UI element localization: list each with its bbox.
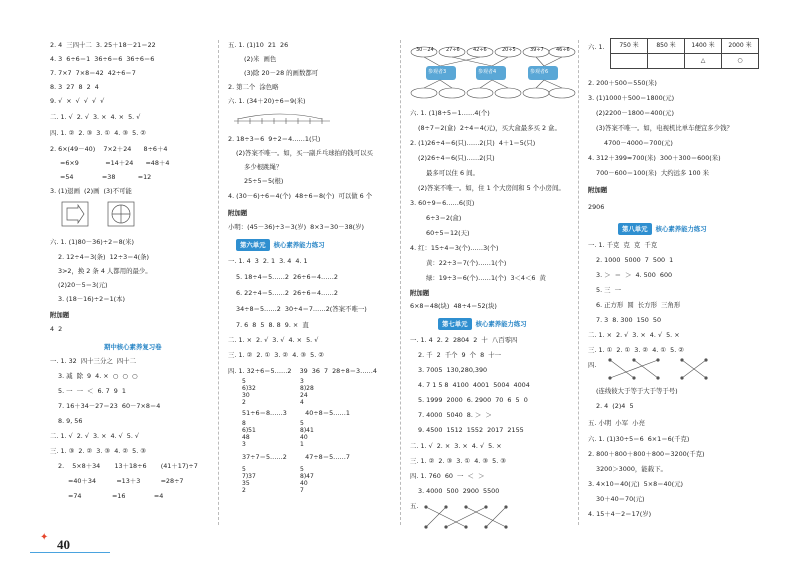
answer-line: 二. 1. √ 2. × 3. × 4. √ 5. × [410, 442, 502, 450]
section-heading: 附加题 [410, 289, 430, 297]
section-band [438, 318, 527, 330]
answer-line: 5. 1999 2000 6. 2900 70 6 5 0 [418, 396, 528, 404]
answer-line: 3. 减 除 9 4. × ○ ○ ○ [58, 372, 138, 380]
answer-line: (2)26÷4＝6(只)……2(只) [418, 154, 495, 162]
answer-line: 2906 [588, 203, 605, 211]
answer-line: (2)2200－1800＝400(元) [596, 109, 674, 117]
answer-line: 2. 5×8＋34 13＋18÷6 (41＋17)÷7 [58, 462, 198, 470]
answer-line: 2. (1)26÷4＝6(只)……2(只) 4＋1＝5(只) [410, 139, 536, 147]
section-heading: 附加题 [50, 311, 70, 319]
answer-line: 多少根跳绳？ [244, 163, 283, 171]
answer-line: 二. 1. √ 2. √ 3. × 4. √ 5. √ [50, 432, 139, 440]
answer-line: 3. (1)退画 (2)画 (3)不可能 [50, 187, 132, 195]
answer-line: 三. 1. ③ 2. ② 3. ③ 4. ② 5. ③ [50, 447, 146, 455]
answer-line: (2)米 画色 [244, 55, 277, 63]
long-division: 5 6)32 30 2 [242, 378, 256, 406]
answer-line: (2)答案不唯一。如，住 1 个大房间和 5 个小房间。 [418, 184, 565, 192]
answer-line: 7. 7×7 7×8＝42 42÷6＝7 [50, 69, 136, 77]
answer-line: 小明：(45－36)÷3＝3(岁) 8×3＝30－38(岁) [228, 223, 365, 231]
answer-line: 五. [410, 502, 419, 510]
page-number: 40 [57, 537, 70, 552]
answer-line: 700－600＝100(米) 大约远多 100 米 [596, 169, 710, 177]
long-division: 5 8)41 40 1 [300, 420, 314, 448]
table-cell: 850 米 [648, 39, 685, 54]
answer-line: 六. 1. (1)8÷5＝1……4(个) [410, 109, 490, 117]
answer-line: 六. 1. [588, 43, 605, 51]
answer-line: 4 2 [50, 325, 63, 333]
answer-line: 最多可以住 6 间。 [426, 169, 479, 177]
distance-table [610, 38, 759, 69]
answer-line: (8÷7＝2(盒) 2÷4＝4(元)，买大盒最多买 2 盒。 [418, 124, 561, 132]
answer-line: 三. 1. ② 2. ① 3. ② 4. ③ 5. ② [228, 351, 324, 359]
answer-line: 5. 三 一 [596, 286, 621, 294]
match-label: 46÷6 [556, 47, 570, 53]
answer-line: 5. 一 一 ＜ 6. 7 9 1 [58, 387, 126, 395]
answer-line: 2. 200＋500＝550(米) [588, 79, 657, 87]
answer-line: 2. 4 三四十二 3. 25＋18－21＝22 [50, 41, 156, 49]
answer-line: 7. 16＋34－27＝23 60－7×8＝4 [58, 402, 161, 410]
answer-line: 3200＞3000，能载下。 [596, 465, 667, 473]
answer-line: 2. 1000 5000 7 500 1 [596, 256, 674, 264]
answer-line: 五. 1. (1)10 21 26 [228, 41, 289, 49]
answer-line: 3>2，换 2 条 4 人都用的最少。 [58, 267, 152, 275]
answer-line: 25÷5＝5(根) [244, 177, 284, 185]
answer-line: 4. 红：15÷4＝3(个)……3(个) [410, 244, 499, 252]
answer-line: 3. (1)1000＋500＝1800(元) [588, 94, 675, 102]
answer-line: (3)除 20－28 的画数都可 [244, 69, 319, 77]
match-label: 30－24 [416, 47, 434, 53]
answer-line: 4. 7 1 5 8 4100 4001 5004 4004 [418, 381, 530, 389]
answer-line: 34÷8＝5……2 30÷4＝7……2(答案不唯一) [236, 305, 367, 313]
answer-line: =6×9 =14＋24 =48＋4 [60, 159, 170, 167]
unit-badge: 第七单元 [438, 318, 472, 330]
section-band-title: 核心素养能力练习 [475, 320, 527, 328]
plus-decoration-icon: ✦ [40, 532, 49, 543]
answer-line: 8. 3 27 8 2 4 [50, 83, 99, 91]
answer-line: 2. 6×(49－40) 7×2＋24 8÷6＋4 [50, 145, 168, 153]
section-band-title: 核心素养能力练习 [655, 225, 707, 233]
unit-badge: 第六单元 [236, 239, 270, 251]
answer-line: 2. 800＋800＋800＋800＝3200(千克) [588, 450, 705, 458]
table-cell: 1400 米 [685, 39, 722, 54]
answer-line: 三. 1. ② 2. ③ 3. ① 4. ③ 5. ③ [410, 457, 506, 465]
answer-line: 五. 小明 小军 小亮 [588, 419, 645, 427]
section-band-title: 核心素养能力练习 [273, 241, 325, 249]
table-cell [648, 54, 685, 69]
answer-line: (3)答案不唯一。如，电视机比单车便宜多少钱？ [596, 124, 733, 132]
answer-line: 一. 1. 32 四十三分之 四十二 [50, 357, 136, 365]
long-division: 5 8)47 40 7 [300, 466, 314, 494]
answer-line: =40＋34 =13＋3 =28÷7 [68, 477, 184, 485]
long-division: 3 8)28 24 4 [300, 378, 314, 406]
answer-line: 51÷6＝8……3 40÷8＝5……1 [242, 409, 350, 417]
answer-line: (2)答案不唯一。如，买一副乒乓球拍的钱可以买 [236, 149, 373, 157]
answer-line: =74 =16 =4 [68, 492, 164, 500]
table-cell: 2000 米 [722, 39, 759, 54]
match-label: 27÷6 [446, 47, 460, 53]
answer-line: 3. ＞ ＝ ＞ 4. 500 600 [596, 271, 673, 279]
column-divider [578, 40, 579, 525]
answer-line: 2. 12÷4＝3(条) 12÷3＝4(条) [58, 253, 149, 261]
answer-line: 一. 1. 4 3 2. 1 3. 4 4. 1 [228, 257, 308, 265]
section-heading: 附加题 [588, 186, 608, 194]
answer-line: 37÷7＝5……2 47÷8＝5……7 [242, 453, 350, 461]
answer-line: 2. 千 2 千个 9 个 8 十一 [418, 351, 502, 359]
answer-line: 一. 1. 千克 克 克 千克 [588, 241, 658, 249]
answer-line: 二. 1. √ 2. √ 3. × 4. × 5. √ [50, 113, 141, 121]
answer-line: 3. 7005 130,280,390 [418, 366, 488, 374]
section-heading: 附加题 [228, 209, 248, 217]
answer-line: 2. 第二个 涂色略 [228, 83, 279, 91]
answer-line: 7. 3 8. 300 150 50 [596, 316, 662, 324]
answer-line: 6×8＝48(块) 48÷4＝52(块) [410, 302, 497, 310]
visitor-label: 参观者3 [428, 69, 447, 75]
section-band [100, 341, 162, 353]
section-band-title: 期中核心素养复习卷 [104, 343, 162, 351]
unit-badge: 第八单元 [618, 223, 652, 235]
answer-line: 60÷5＝12(天) [426, 229, 470, 237]
answer-line: 9. √ × √ √ √ √ [50, 97, 105, 105]
answer-line: 4700－4000＝700(元) [604, 139, 673, 147]
answer-line: 一. 1. 4 2. 2 2804 2 十 八百零四 [410, 336, 518, 344]
answer-line: 30＋40＝70(元) [596, 495, 645, 503]
answer-line: 四. 1. ② 2. ③ 3. ① 4. ③ 5. ② [50, 129, 146, 137]
answer-line: 3. 60÷9＝6……6(页) [410, 199, 475, 207]
page-number-underline [30, 552, 110, 553]
answer-line: 9. 4500 1512 1552 2017 2155 [418, 426, 524, 434]
answer-line: 4. 15＋4－2＝17(岁) [588, 510, 652, 518]
answer-line: 3. 4000 500 2900 5500 [418, 487, 500, 495]
answer-line: 六. 1. (34＋20)÷6＝9(米) [228, 97, 306, 105]
answer-line: =54 =38 =12 [60, 173, 152, 181]
answer-line: 6÷3＝2(盒) [426, 214, 462, 222]
answer-line: 四. 1. 32÷6＝5……2 39 36 7 28÷8＝3……4 [228, 367, 377, 375]
answer-line: 绿：19÷3＝6(个)……1(个) 3＜4＜6 黄 [426, 274, 546, 282]
answer-line: 6. 正方形 圆 长方形 三角形 [596, 301, 681, 309]
answer-line: 六. 1. (1)80－36)÷2＝8(米) [50, 238, 135, 246]
number-line-diagram [234, 111, 334, 131]
table-cell: △ [685, 54, 722, 69]
symmetry-figures [62, 200, 142, 230]
table-cell: ○ [722, 54, 759, 69]
answer-line: 5. 18÷4＝5……2 26÷6＝4……2 [236, 273, 338, 281]
answer-line: 4. 3 6÷6＝1 36÷6＝6 36÷6＝6 [50, 55, 155, 63]
column-divider [400, 40, 401, 525]
long-division: 5 7)37 35 2 [242, 466, 256, 494]
answer-line: 二. 1. × 2. √ 3. √ 4. × 5. √ [228, 336, 319, 344]
answer-line: 三. 1. ① 2. ① 3. ② 4. ① 5. ② [588, 346, 684, 354]
answer-line: 6. 22÷4＝5……2 26÷6＝4……2 [236, 289, 338, 297]
answer-line: 4. 312＋399≈700(米) 300＋300＝600(米) [588, 154, 721, 162]
answer-line: 3. 4×10＝40(元) 5×8＝40(元) [588, 480, 684, 488]
column-divider [218, 40, 219, 525]
answer-line: 7. 4000 5040 8. ＞ ＞ [418, 411, 492, 419]
section-band [236, 239, 325, 251]
answer-line: 四. 1. 760 60 一 ＜ ＞ [410, 472, 485, 480]
answer-line: 六. 1. (1)30÷5＝6 6×1＝6(千克) [588, 435, 690, 443]
answer-line: 3. (18－16)÷2＝1(本) [58, 295, 126, 303]
answer-line: (2)20－5＝3(元) [58, 281, 108, 289]
answer-line: (连线彼大于等于大于等于号) [596, 387, 678, 395]
table-cell [611, 54, 648, 69]
answer-line: 4. (30－6)÷6＝4(个) 48÷6＝8(个) 可以做 6 个 [228, 192, 373, 200]
answer-line: 四. [588, 361, 597, 369]
section-band [618, 223, 707, 235]
matching-lines [606, 356, 716, 382]
match-label: 42÷6 [473, 47, 487, 53]
match-label: 20÷5 [502, 47, 516, 53]
visitor-label: 参观者6 [530, 69, 549, 75]
match-label: 39÷7 [530, 47, 544, 53]
answer-line: 2. 18÷3＝6 9÷2＝4……1(只) [228, 135, 321, 143]
matching-lines [422, 503, 532, 533]
answer-line: 7. 6 8 5 8. 8 9. × 直 [236, 321, 309, 329]
table-cell: 750 米 [611, 39, 648, 54]
answer-line: 二. 1. × 2. √ 3. × 4. √ 5. × [588, 331, 680, 339]
long-division: 8 6)51 48 3 [242, 420, 256, 448]
visitor-label: 参观者4 [478, 69, 497, 75]
answer-line: 8. 9, 56 [58, 417, 83, 425]
answer-line: 黄：22÷3＝7(个)……1(个) [426, 259, 507, 267]
answer-line: 2. 4 (2)4 5 [596, 402, 634, 410]
